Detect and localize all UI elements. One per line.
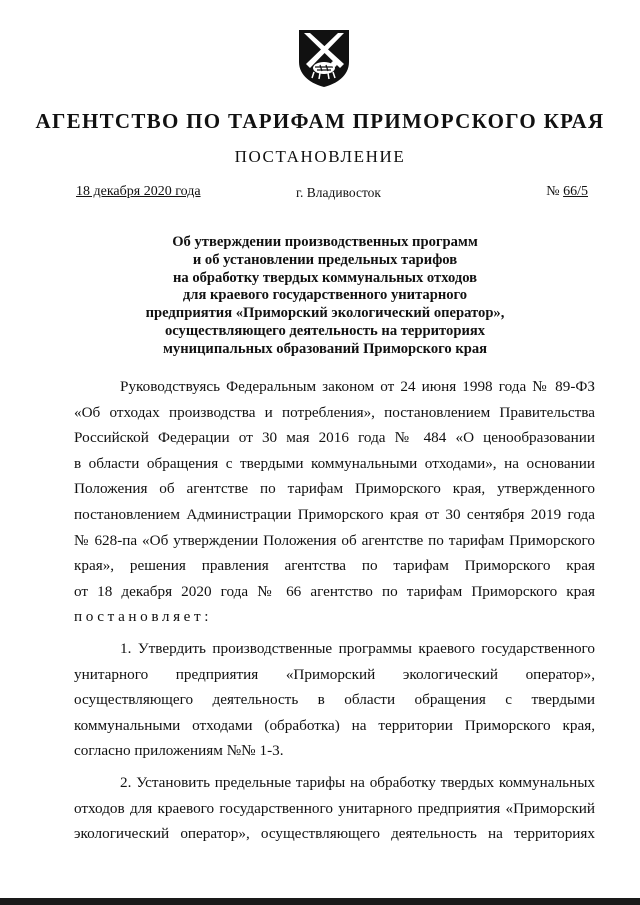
text-line: унитарного предприятия «Приморский экологический оператор»,	[74, 665, 595, 683]
document-body	[74, 374, 595, 847]
text-line: от 18 декабря 2020 года № 66 агентство по тарифам Приморского края	[74, 582, 595, 600]
title-line: муниципальных образований Приморского края	[162, 340, 488, 357]
number-value: 66/5	[563, 184, 588, 199]
text-line: Руководствуясь Федеральным законом от 24 июня 1998 года № 89-ФЗ	[120, 378, 595, 395]
document-number	[546, 184, 588, 200]
coat-of-arms-emblem	[296, 28, 352, 88]
text-line: края», решения правления агентства по тарифам Приморского края	[74, 557, 595, 575]
text-line: экологический оператор», осуществляющего деятельность на территориях	[74, 825, 595, 843]
title-line: на обработку твердых коммунальных отходов	[172, 269, 478, 286]
text-line: отходов для краевого государственного унитарного предприятия «Приморский	[74, 799, 595, 817]
text-line: Российской Федерации от 30 мая 2016 года № 484 «О ценообразовании	[74, 429, 595, 447]
text-line: согласно приложениям №№ 1-3.	[74, 742, 284, 760]
text-line: коммунальными отходами (обработка) на территории Приморского края,	[74, 716, 595, 734]
document-type: ПОСТАНОВЛЕНИЕ	[234, 147, 406, 166]
title-line: осуществляющего деятельность на территориях	[164, 322, 486, 339]
title-line: для краевого государственного унитарного	[182, 287, 468, 304]
document-date: 18 декабря 2020 года	[76, 184, 201, 199]
decree-word: постановляет:	[74, 608, 213, 626]
title-line: и об установлении предельных тарифов	[192, 251, 458, 268]
scan-edge	[0, 898, 640, 905]
number-sign: №	[546, 184, 560, 199]
text-line: осуществляющего деятельность в области обращения с твердыми	[74, 691, 595, 709]
text-line: Положения об агентстве по тарифам Приморского края, утвержденного	[74, 480, 595, 498]
title-line: предприятия «Приморский экологический оператор»,	[145, 305, 505, 322]
title-line: Об утверждении производственных программ	[172, 234, 478, 250]
text-line: «Об отходах производства и потребления», постановлением Правительства	[74, 403, 595, 421]
text-line: 2. Установить предельные тарифы на обработку твердых коммунальных	[120, 773, 595, 791]
agency-name: АГЕНТСТВО ПО ТАРИФАМ ПРИМОРСКОГО КРАЯ	[35, 109, 605, 133]
document-city: г. Владивосток	[296, 185, 381, 200]
text-line: 1. Утвердить производственные программы краевого государственного	[120, 639, 595, 657]
clause-2	[74, 770, 595, 847]
text-line: постановлением Администрации Приморского края от 30 сентября 2019 года	[74, 505, 595, 523]
preamble-paragraph	[74, 374, 595, 630]
document-title	[90, 234, 560, 359]
text-line: в области обращения с твердыми коммунальными отходами», на основании	[74, 454, 595, 472]
clause-1	[74, 636, 595, 764]
text-line: № 628-па «Об утверждении Положения об агентстве по тарифам Приморского	[74, 531, 595, 549]
